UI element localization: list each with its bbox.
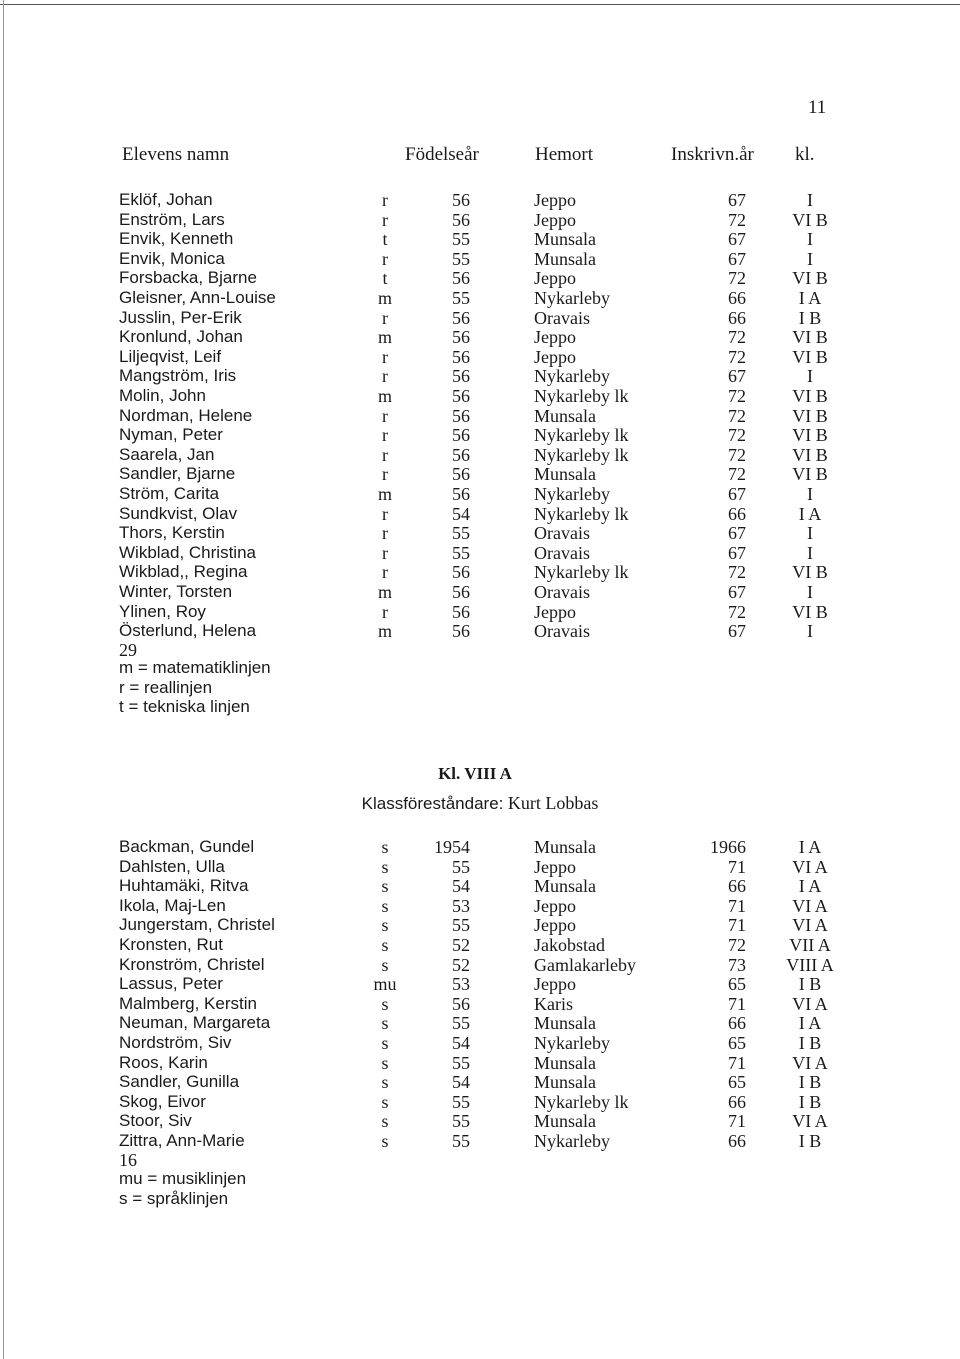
class-code: I <box>807 190 813 210</box>
enrolled-year: 71 <box>728 895 746 916</box>
birth-year: 56 <box>452 405 470 426</box>
birth-year: 52 <box>452 954 470 975</box>
table-row <box>0 249 960 269</box>
student-name: Huhtamäki, Ritva <box>119 876 249 896</box>
study-line: r <box>382 307 388 328</box>
enrolled-year: 71 <box>728 1111 746 1132</box>
table-row <box>0 543 960 563</box>
study-line: r <box>382 346 388 367</box>
home-town: Munsala <box>534 876 596 897</box>
birth-year: 56 <box>452 386 470 406</box>
enrolled-year: 72 <box>728 601 746 622</box>
enrolled-year: 72 <box>728 405 746 426</box>
study-line: m <box>377 621 392 642</box>
header-name: Elevens namn <box>122 144 230 165</box>
class-code: I <box>807 248 813 269</box>
class-code: VIII A <box>786 954 834 975</box>
student-name: Nordström, Siv <box>119 1033 232 1052</box>
student-name: Ström, Carita <box>119 484 220 503</box>
student-name: Skog, Eivor <box>119 1091 206 1111</box>
table-row <box>0 523 960 543</box>
class-teacher <box>0 793 960 814</box>
home-town: Nykarleby lk <box>534 1091 629 1112</box>
table-row <box>0 308 960 328</box>
enrolled-year: 67 <box>728 248 746 269</box>
student-name: Wikblad,, Regina <box>119 562 248 582</box>
class-code: I A <box>798 876 822 897</box>
birth-year: 56 <box>452 307 470 328</box>
class-code: VI B <box>792 464 828 485</box>
student-name: Backman, Gundel <box>119 837 255 856</box>
student-name: Kronsten, Rut <box>119 935 223 954</box>
table-row <box>0 994 960 1014</box>
header-home: Hemort <box>535 144 594 165</box>
enrolled-year: 72 <box>728 562 746 583</box>
enrolled-year: 72 <box>728 209 746 230</box>
enrolled-year: 65 <box>728 1033 746 1053</box>
study-line: r <box>382 425 388 446</box>
student-name: Neuman, Margareta <box>119 1013 271 1033</box>
student-name: Thors, Kerstin <box>119 523 225 543</box>
home-town: Nykarleby lk <box>534 562 629 583</box>
student-name: Jungerstam, Christel <box>119 915 275 935</box>
student-name: Wikblad, Christina <box>119 542 256 562</box>
student-name: Gleisner, Ann-Louise <box>119 288 276 307</box>
class-code: I B <box>798 307 822 328</box>
study-line: m <box>377 288 392 308</box>
study-line: s <box>381 1052 389 1073</box>
table-row <box>0 1092 960 1112</box>
student-name: Jusslin, Per-Erik <box>119 307 242 327</box>
home-town: Nykarleby lk <box>534 425 629 446</box>
home-town: Nykarleby <box>534 288 610 308</box>
class-code: I A <box>798 837 822 857</box>
enrolled-year: 1966 <box>710 837 746 857</box>
class-code: VI A <box>792 915 828 936</box>
table-row <box>0 406 960 426</box>
study-line: mu <box>373 974 397 995</box>
student-name: Zittra, Ann-Marie <box>119 1131 245 1150</box>
study-line: r <box>382 444 388 465</box>
birth-year: 56 <box>452 993 470 1014</box>
enrolled-year: 72 <box>728 346 746 367</box>
enrolled-year: 65 <box>728 974 746 995</box>
table-row <box>0 464 960 484</box>
class-code: I B <box>798 1091 822 1112</box>
enrolled-year: 66 <box>728 876 746 897</box>
study-line: r <box>382 503 388 524</box>
enrolled-year: 71 <box>728 1052 746 1073</box>
table-row <box>0 1131 960 1151</box>
enrolled-year: 71 <box>728 915 746 936</box>
enrolled-year: 67 <box>728 484 746 504</box>
study-line: m <box>377 582 392 602</box>
home-town: Munsala <box>534 1052 596 1073</box>
birth-year: 56 <box>452 582 470 602</box>
home-town: Jeppo <box>534 974 576 995</box>
table-row <box>0 935 960 955</box>
class-title-text: Kl. VIII A <box>438 764 512 783</box>
student-name: Sandler, Gunilla <box>119 1072 240 1092</box>
table-row <box>0 445 960 465</box>
study-line: r <box>382 562 388 583</box>
student-name: Nordman, Helene <box>119 405 253 425</box>
class-code: VI B <box>792 268 828 289</box>
table-row <box>0 562 960 582</box>
table-row <box>0 504 960 524</box>
study-line: r <box>382 601 388 622</box>
home-town: Munsala <box>534 1111 596 1132</box>
student-name: Envik, Kenneth <box>119 229 234 249</box>
home-town: Jeppo <box>534 327 576 348</box>
birth-year: 55 <box>452 1013 470 1034</box>
birth-year: 56 <box>452 327 470 348</box>
student-name: Stoor, Siv <box>119 1111 192 1131</box>
study-line: m <box>377 386 392 406</box>
study-line: r <box>382 542 388 563</box>
study-line: s <box>381 837 389 857</box>
study-line: r <box>382 190 388 210</box>
enrolled-year: 72 <box>728 327 746 348</box>
table-row <box>0 366 960 386</box>
birth-year: 55 <box>452 1131 470 1151</box>
birth-year: 54 <box>452 1033 470 1053</box>
class-code: VI A <box>792 993 828 1014</box>
class-code: VI A <box>792 856 828 877</box>
page-number: 11 <box>808 97 827 118</box>
enrolled-year: 71 <box>728 856 746 877</box>
legend-item: m = matematiklinjen <box>119 658 271 677</box>
enrolled-year: 66 <box>728 288 746 308</box>
class-code: I A <box>798 288 822 308</box>
top-rule <box>0 4 960 5</box>
class-code: VI B <box>792 562 828 583</box>
birth-year: 55 <box>452 1052 470 1073</box>
study-line: s <box>381 1033 389 1053</box>
class-code: VI B <box>792 405 828 426</box>
home-town: Nykarleby <box>534 484 610 504</box>
student-name: Kronlund, Johan <box>119 327 243 347</box>
study-line: s <box>381 856 389 877</box>
teacher-name: Kurt Lobbas <box>507 793 599 813</box>
table-row <box>0 1053 960 1073</box>
header-enrolled: Inskrivn.år <box>671 144 754 165</box>
home-town: Oravais <box>534 523 590 544</box>
home-town: Munsala <box>534 248 596 269</box>
home-town: Munsala <box>534 229 596 250</box>
student-name: Sandler, Bjarne <box>119 464 236 484</box>
home-town: Nykarleby lk <box>534 444 629 465</box>
study-line: r <box>382 464 388 485</box>
class-code: I <box>807 582 813 602</box>
birth-year: 55 <box>452 1091 470 1112</box>
table-row <box>0 425 960 445</box>
class-code: VI A <box>792 1111 828 1132</box>
birth-year: 56 <box>452 366 470 387</box>
home-town: Munsala <box>534 464 596 485</box>
class-code: VI B <box>792 346 828 367</box>
enrolled-year: 72 <box>728 425 746 446</box>
enrolled-year: 66 <box>728 307 746 328</box>
enrolled-year: 66 <box>728 1131 746 1151</box>
home-town: Munsala <box>534 837 596 857</box>
study-line: t <box>382 268 388 289</box>
study-line: s <box>381 935 389 955</box>
enrolled-year: 66 <box>728 1013 746 1034</box>
class-code: I A <box>798 503 822 524</box>
table-row <box>0 1013 960 1033</box>
student-name: Molin, John <box>119 386 206 405</box>
birth-year: 56 <box>452 209 470 230</box>
home-town: Jeppo <box>534 346 576 367</box>
class-code: VI B <box>792 444 828 465</box>
table-row <box>0 268 960 288</box>
student-name: Mangström, Iris <box>119 366 237 386</box>
enrolled-year: 67 <box>728 366 746 387</box>
birth-year: 56 <box>452 268 470 289</box>
enrolled-year: 67 <box>728 542 746 563</box>
class-code: I A <box>798 1013 822 1034</box>
table-row <box>0 386 960 406</box>
home-town: Nykarleby <box>534 1131 610 1151</box>
home-town: Jeppo <box>534 895 576 916</box>
study-line: r <box>382 405 388 426</box>
birth-year: 55 <box>452 248 470 269</box>
birth-year: 55 <box>452 1111 470 1132</box>
birth-year: 56 <box>452 425 470 446</box>
student-count-2: 16 <box>119 1150 137 1170</box>
student-name: Kronström, Christel <box>119 954 265 974</box>
enrolled-year: 66 <box>728 1091 746 1112</box>
class-code: I <box>807 484 813 504</box>
table-row <box>0 1111 960 1131</box>
enrolled-year: 72 <box>728 268 746 289</box>
study-line: s <box>381 1013 389 1034</box>
birth-year: 55 <box>452 856 470 877</box>
class-title <box>0 764 960 784</box>
class-code: VI B <box>792 425 828 446</box>
class-code: I <box>807 523 813 544</box>
student-name: Österlund, Helena <box>119 621 257 641</box>
legend-item: s = språklinjen <box>119 1188 229 1208</box>
student-name: Dahlsten, Ulla <box>119 856 225 876</box>
birth-year: 1954 <box>434 837 470 857</box>
table-row <box>0 837 960 857</box>
table-row <box>0 857 960 877</box>
header-birth-year: Födelseår <box>405 144 479 165</box>
enrolled-year: 67 <box>728 229 746 250</box>
class-code: I <box>807 229 813 250</box>
home-town: Jeppo <box>534 190 576 210</box>
legend-item: t = tekniska linjen <box>119 697 250 717</box>
table-row <box>0 876 960 896</box>
birth-year: 56 <box>452 444 470 465</box>
table-row <box>0 621 960 641</box>
class-code: I <box>807 366 813 387</box>
birth-year: 56 <box>452 484 470 504</box>
student-name: Eklöf, Johan <box>119 190 213 209</box>
class-code: I B <box>798 974 822 995</box>
birth-year: 56 <box>452 190 470 210</box>
birth-year: 56 <box>452 464 470 485</box>
study-line: r <box>382 366 388 387</box>
student-name: Roos, Karin <box>119 1052 208 1072</box>
student-name: Sundkvist, Olav <box>119 503 238 523</box>
legend-item: mu = musiklinjen <box>119 1169 247 1188</box>
birth-year: 53 <box>452 974 470 995</box>
study-line: r <box>382 248 388 269</box>
birth-year: 52 <box>452 935 470 955</box>
table-row <box>0 582 960 602</box>
study-line: s <box>381 895 389 916</box>
enrolled-year: 72 <box>728 444 746 465</box>
birth-year: 56 <box>452 621 470 642</box>
home-town: Jeppo <box>534 856 576 877</box>
student-name: Envik, Monica <box>119 248 225 268</box>
study-line: s <box>381 954 389 975</box>
enrolled-year: 67 <box>728 523 746 544</box>
home-town: Jeppo <box>534 601 576 622</box>
study-line: s <box>381 1091 389 1112</box>
study-line: s <box>381 1131 389 1151</box>
enrolled-year: 72 <box>728 386 746 406</box>
legend-item: r = reallinjen <box>119 677 213 697</box>
student-count-1: 29 <box>119 640 137 660</box>
table-row <box>0 327 960 347</box>
class-code: VI A <box>792 1052 828 1073</box>
class-code: VII A <box>789 935 831 955</box>
student-name: Liljeqvist, Leif <box>119 346 222 366</box>
enrolled-year: 71 <box>728 993 746 1014</box>
home-town: Oravais <box>534 621 590 642</box>
study-line: t <box>382 229 388 250</box>
table-row <box>0 915 960 935</box>
birth-year: 55 <box>452 523 470 544</box>
class-code: VI B <box>792 386 828 406</box>
home-town: Oravais <box>534 542 590 563</box>
home-town: Munsala <box>534 1013 596 1034</box>
study-line: r <box>382 523 388 544</box>
table-row <box>0 1033 960 1053</box>
home-town: Nykarleby <box>534 1033 610 1053</box>
table-row <box>0 1072 960 1092</box>
home-town: Jeppo <box>534 268 576 289</box>
birth-year: 54 <box>452 1072 470 1093</box>
birth-year: 56 <box>452 562 470 583</box>
birth-year: 55 <box>452 542 470 563</box>
home-town: Jeppo <box>534 915 576 936</box>
enrolled-year: 67 <box>728 582 746 602</box>
student-name: Ikola, Maj-Len <box>119 895 226 915</box>
student-name: Saarela, Jan <box>119 444 215 464</box>
table-row <box>0 210 960 230</box>
class-code: I <box>807 621 813 642</box>
teacher-label: Klassföreståndare: <box>361 794 504 813</box>
study-line: m <box>377 484 392 504</box>
class-code: VI A <box>792 895 828 916</box>
header-class: kl. <box>795 144 815 165</box>
home-town: Oravais <box>534 582 590 602</box>
table-row <box>0 288 960 308</box>
class-code: I <box>807 542 813 563</box>
table-row <box>0 602 960 622</box>
enrolled-year: 72 <box>728 464 746 485</box>
student-name: Winter, Torsten <box>119 582 233 601</box>
study-line: s <box>381 1111 389 1132</box>
home-town: Nykarleby lk <box>534 503 629 524</box>
enrolled-year: 65 <box>728 1072 746 1093</box>
home-town: Munsala <box>534 405 596 426</box>
table-row <box>0 896 960 916</box>
class-code: I B <box>798 1033 822 1053</box>
study-line: s <box>381 876 389 897</box>
table-row <box>0 190 960 210</box>
home-town: Jeppo <box>534 209 576 230</box>
birth-year: 54 <box>452 503 470 524</box>
enrolled-year: 67 <box>728 621 746 642</box>
home-town: Munsala <box>534 1072 596 1093</box>
study-line: s <box>381 1072 389 1093</box>
home-town: Nykarleby lk <box>534 386 629 406</box>
study-line: s <box>381 993 389 1014</box>
home-town: Karis <box>534 993 573 1014</box>
home-town: Jakobstad <box>534 935 605 955</box>
birth-year: 56 <box>452 601 470 622</box>
student-name: Nyman, Peter <box>119 425 223 445</box>
student-name: Lassus, Peter <box>119 974 223 994</box>
student-name: Ylinen, Roy <box>119 601 206 621</box>
class-code: VI B <box>792 327 828 348</box>
birth-year: 55 <box>452 229 470 250</box>
class-code: VI B <box>792 601 828 622</box>
birth-year: 54 <box>452 876 470 897</box>
enrolled-year: 73 <box>728 954 746 975</box>
enrolled-year: 72 <box>728 935 746 955</box>
class-code: I B <box>798 1072 822 1093</box>
enrolled-year: 67 <box>728 190 746 210</box>
study-line: r <box>382 209 388 230</box>
birth-year: 53 <box>452 895 470 916</box>
table-row <box>0 484 960 504</box>
enrolled-year: 66 <box>728 503 746 524</box>
student-name: Enström, Lars <box>119 209 225 229</box>
birth-year: 55 <box>452 915 470 936</box>
study-line: m <box>377 327 392 348</box>
table-row <box>0 955 960 975</box>
birth-year: 56 <box>452 346 470 367</box>
table-row <box>0 347 960 367</box>
student-name: Malmberg, Kerstin <box>119 993 257 1013</box>
student-name: Forsbacka, Bjarne <box>119 268 257 288</box>
table-row <box>0 229 960 249</box>
home-town: Nykarleby <box>534 366 610 387</box>
home-town: Gamlakarleby <box>534 954 636 975</box>
class-code: I B <box>798 1131 822 1151</box>
study-line: s <box>381 915 389 936</box>
class-code: VI B <box>792 209 828 230</box>
home-town: Oravais <box>534 307 590 328</box>
birth-year: 55 <box>452 288 470 308</box>
table-row <box>0 974 960 994</box>
